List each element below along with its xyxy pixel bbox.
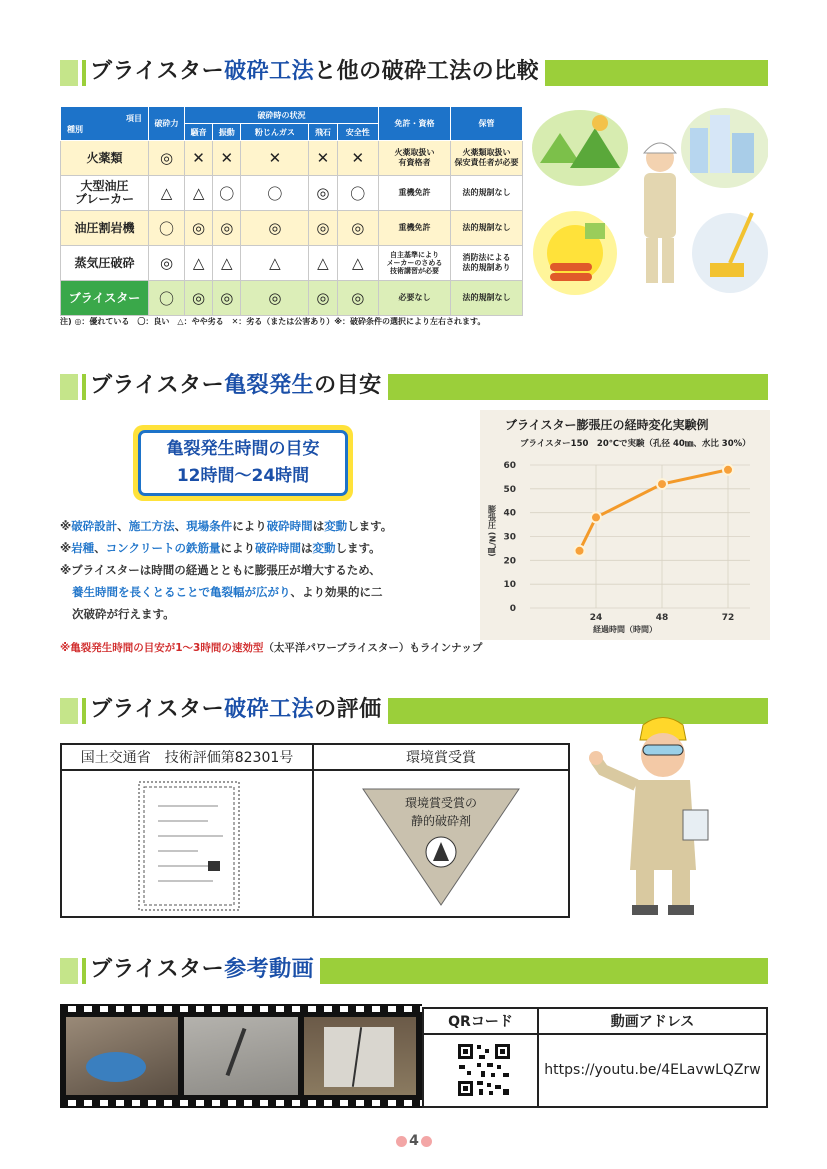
video-info-table (422, 1007, 768, 1108)
y-tick-label: 50 (503, 484, 516, 495)
x-tick-label: 48 (655, 613, 669, 623)
page-number: 4 (391, 1133, 437, 1149)
section-title: ブライスター参考動画 (86, 954, 320, 986)
table-row: 大型油圧 ブレーカー △ △ 〇 〇 ◎ 〇 重機免許 法的規制なし (61, 176, 523, 211)
machinery-scene (692, 213, 768, 293)
y-tick-label: 40 (503, 508, 516, 519)
header-square-icon (60, 374, 82, 400)
header-safety: 安全性 (337, 124, 378, 141)
crack-box-time: 12時間〜24時間 (176, 466, 310, 486)
evaluation-mlit-header: 国土交通省 技術評価第82301号 (62, 745, 314, 771)
worker-character (588, 710, 718, 920)
y-tick-label: 30 (503, 532, 516, 543)
note-3: ※ブライスターは時間の経過とともに膨張圧が増大するため、 (60, 563, 381, 577)
x-tick-label: 72 (721, 613, 735, 623)
video-frame-3 (304, 1017, 416, 1095)
note-1: ※破砕設計、施工方法、現場条件により破砕時間は変動します。 (60, 519, 393, 533)
crack-box-title: 亀裂発生時間の目安 (166, 439, 320, 459)
header-status: 破砕時の状況 (185, 107, 379, 124)
header-noise: 騒音 (185, 124, 213, 141)
table-corner: 項目 種別 (61, 107, 149, 141)
quick-type-note: ※亀裂発生時間の目安が1〜3時間の速効型（太平洋パワーブライスター）もラインナップ (60, 642, 483, 654)
header-power: 破砕力 (149, 107, 185, 141)
y-axis-label: 膨張圧 (N/㎟) (487, 505, 497, 557)
y-tick-label: 0 (509, 604, 516, 614)
video-address-header: 動画アドレス (539, 1009, 766, 1035)
table-note: 注) ◎：優れている 〇：良い △：やや劣る ✕：劣る（または公害あり）※：破砕条件の選択により左右されます。 (60, 317, 486, 326)
comparison-illustration (530, 103, 768, 298)
crack-time-box (133, 425, 353, 501)
note-3-end: 次破砕が行えます。 (72, 607, 175, 621)
section-title: ブライスター亀裂発生の目安 (86, 370, 388, 402)
header-square-icon (60, 60, 82, 86)
video-frame-2 (184, 1017, 298, 1095)
svg-text:静的破砕剤: 静的破砕剤 (410, 814, 472, 828)
evaluation-award-header: 環境賞受賞 (314, 745, 568, 771)
dynamite-icon (550, 263, 592, 271)
data-point (723, 465, 733, 475)
chart-subtitle: ブライスター150 20℃で実験（孔径 40㎜、水比 30%） (520, 439, 751, 449)
award-badge (361, 787, 521, 907)
crack-notes (60, 515, 440, 625)
header-flying: 飛石 (309, 124, 337, 141)
y-tick-label: 20 (503, 556, 516, 567)
note-2: ※岩種、コンクリートの鉄筋量により破砕時間は変動します。 (60, 541, 381, 555)
header-square-icon (60, 958, 82, 984)
comparison-table (60, 106, 523, 316)
y-tick-label: 60 (503, 461, 516, 471)
section-header-video (60, 958, 768, 984)
data-point (575, 546, 585, 556)
table-row-blaster: ブライスター 〇 ◎ ◎ ◎ ◎ ◎ 必要なし 法的規制なし (61, 281, 523, 316)
chart-title: ブライスター膨張圧の経時変化実験例 (505, 418, 709, 432)
bird-icon (592, 115, 608, 131)
y-tick-label: 10 (503, 580, 516, 591)
data-point (591, 512, 601, 522)
table-row: 油圧割岩機 〇 ◎ ◎ ◎ ◎ ◎ 重機免許 法的規制なし (61, 211, 523, 246)
x-axis-label: 経過時間（時間） (593, 625, 657, 634)
data-point (657, 479, 667, 489)
header-vibration: 振動 (213, 124, 241, 141)
header-security: 保管 (451, 107, 523, 141)
video-film-strip (60, 1004, 422, 1108)
section-header-crack (60, 374, 768, 400)
section-title: ブライスター破砕工法と他の破砕工法の比較 (86, 56, 545, 88)
video-frame-1 (66, 1017, 178, 1095)
header-license: 免許・資格 (379, 107, 451, 141)
table-row: 蒸気圧破砕 ◎ △ △ △ △ △ 自主基準により メーカーのさめる 技術講習が必要 消防法による 法的規制あり (61, 246, 523, 281)
certificate-image (138, 781, 240, 911)
section-title: ブライスター破砕工法の評価 (86, 694, 388, 726)
table-row: 火薬類 ◎ ✕ ✕ ✕ ✕ ✕ 火薬取扱い 有資格者 火薬類取扱い 保安責任者が必要 (61, 141, 523, 176)
qr-code-header: QRコード (424, 1009, 539, 1035)
section-header-comparison (60, 60, 768, 86)
header-dust: 粉じんガス (241, 124, 309, 141)
evaluation-table (60, 743, 570, 918)
note-3-cont: 養生時間を長くとることで亀裂幅が広がり、より効果的に二 (72, 585, 383, 599)
qr-code-icon[interactable] (457, 1043, 511, 1097)
video-url-link[interactable]: https://youtu.be/4ELavwLQZrw (544, 1062, 761, 1078)
qr-code-cell (424, 1035, 539, 1106)
header-square-icon (60, 698, 82, 724)
svg-text:環境賞受賞の: 環境賞受賞の (404, 796, 478, 810)
nature-scene (532, 110, 628, 186)
x-tick-label: 24 (589, 613, 603, 623)
